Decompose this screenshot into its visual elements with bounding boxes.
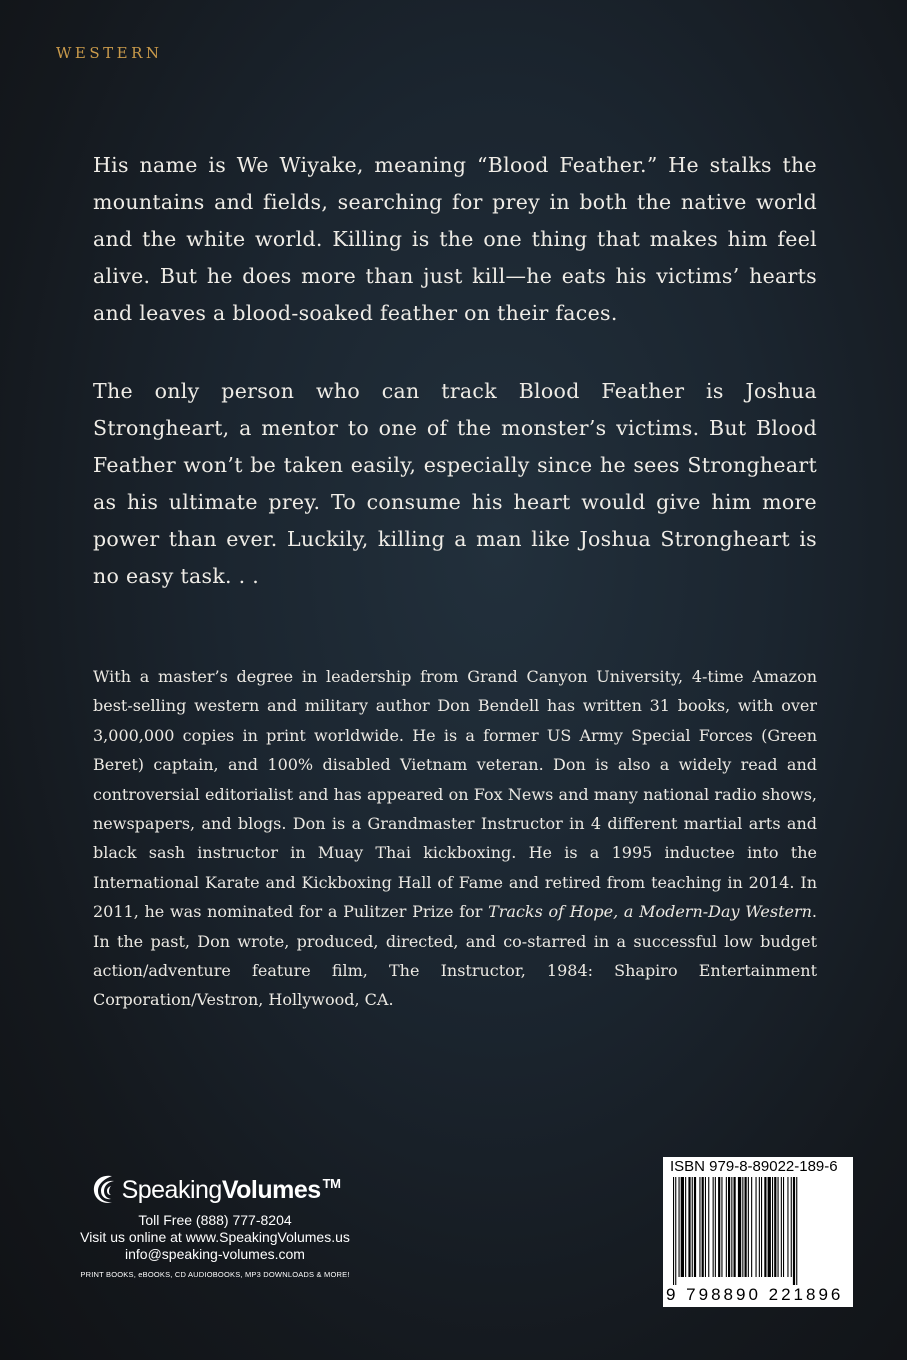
blurb-paragraph-1: His name is We Wiyake, meaning “Blood Feather.” He stalks the mountains and fields, searching for prey in both the native world and the white world. Killing is the one thing that makes him feel alive. But he does more than just kill—he eats his victims’ hearts and leaves a blood-soaked feather on their faces. <box>93 153 817 325</box>
barcode-bar <box>793 1177 795 1285</box>
barcode-bar <box>726 1177 727 1277</box>
barcode-bar <box>787 1177 788 1277</box>
logo-word-regular: Speaking <box>121 1175 222 1204</box>
barcode-bar <box>713 1177 714 1277</box>
publisher-tagline: PRINT BOOKS, eBOOKS, CD AUDIOBOOKS, MP3 DOWNLOADS & MORE! <box>80 1270 350 1279</box>
barcode-bar <box>681 1177 684 1277</box>
isbn-barcode <box>663 1157 853 1307</box>
barcode-bar <box>778 1177 779 1277</box>
logo-word-bold: Volumes <box>221 1175 321 1204</box>
barcode-bar <box>759 1177 760 1277</box>
barcode-bar <box>708 1177 709 1277</box>
barcode-bar <box>742 1177 743 1277</box>
barcode-bar <box>772 1177 773 1277</box>
author-bio <box>93 662 817 1015</box>
barcode-bar <box>761 1177 762 1277</box>
publisher-phone: Toll Free (888) 777-8204 <box>138 1212 292 1228</box>
book-title-reference: Tracks of Hope, a Modern-Day Western <box>488 902 812 922</box>
barcode-bar <box>756 1177 757 1277</box>
author-bio-text-1: With a master’s degree in leadership from Grand Canyon University, 4-time Amazon best-selling western and military author Don Bendell has written 31 books, with over 3,000,000 copies in print worldwide. He is a former US Army Special Forces (Green Beret) captain, and 100% disabled Vietnam veteran. Don is also a widely read and controversial editorialist and has appeared on Fox News and many national radio shows, newspapers, and blogs. Don is a Grandmaster Instructor in 4 different martial arts and black sash instructor in Muay Thai kickboxing. He is a 1995 inductee into the International Karate and Kickboxing Hall of Fame and retired from teaching in 2014. In 2011, he was nominated for a Pulitzer Prize for <box>93 667 817 922</box>
publisher-logo-text <box>122 1176 341 1205</box>
barcode-bar <box>796 1177 797 1285</box>
barcode-bar <box>721 1177 722 1277</box>
publisher-website: Visit us online at www.SpeakingVolumes.us <box>80 1229 350 1245</box>
barcode-bar <box>728 1177 730 1277</box>
barcode-bar <box>692 1177 693 1277</box>
barcode-bar <box>675 1177 676 1285</box>
speech-swirl-icon <box>90 1172 120 1208</box>
barcode-bar <box>715 1177 716 1277</box>
publisher-logo <box>60 1168 370 1212</box>
barcode-bar <box>673 1177 674 1285</box>
barcode-bar <box>699 1177 700 1277</box>
barcode-bar <box>738 1177 741 1277</box>
barcode-bar <box>781 1177 782 1277</box>
barcode-bar <box>748 1177 749 1277</box>
barcode-bar <box>685 1177 686 1277</box>
barcode-bar <box>688 1177 690 1277</box>
barcode-bar <box>702 1177 704 1277</box>
trademark-mark: TM <box>322 1176 341 1192</box>
publisher-block <box>60 1168 370 1279</box>
barcode-bar <box>745 1177 747 1277</box>
genre-label: WESTERN <box>56 44 163 62</box>
barcode-bar <box>768 1177 771 1277</box>
author-bio-text-2: . In the past, Don wrote, produced, directed, and co-starred in a successful low budget action/adventure feature film, The Instructor, 1984: Shapiro Entertainment Corporation/Vestron, Hollywood, CA. <box>93 902 818 1010</box>
blurb-paragraph-2: The only person who can track Blood Feather is Joshua Strongheart, a mentor to one of the monster’s victims. But Blood Feather won’t be taken easily, especially since he sees Strongheart as his ultimate prey. To consume his heart would give him more power than ever. Luckily, killing a man like Joshua Strongheart is no easy task. . . <box>93 379 817 588</box>
barcode-bar <box>791 1177 792 1277</box>
barcode-bar <box>783 1177 784 1277</box>
publisher-email: info@speaking-volumes.com <box>125 1246 305 1262</box>
barcode-bar <box>734 1177 736 1277</box>
barcode-bar <box>764 1177 766 1277</box>
barcode-bar <box>679 1177 680 1277</box>
isbn-label: ISBN 979-8-89022-189-6 <box>670 1158 838 1175</box>
barcode-bars <box>673 1177 845 1285</box>
barcode-bar <box>705 1177 706 1277</box>
barcode-bar <box>694 1177 696 1277</box>
barcode-digits: 9 798890 221896 <box>666 1285 844 1304</box>
barcode-bar <box>751 1177 752 1277</box>
barcode-bar <box>731 1177 732 1277</box>
barcode-bar <box>718 1177 720 1277</box>
barcode-bar <box>774 1177 776 1277</box>
